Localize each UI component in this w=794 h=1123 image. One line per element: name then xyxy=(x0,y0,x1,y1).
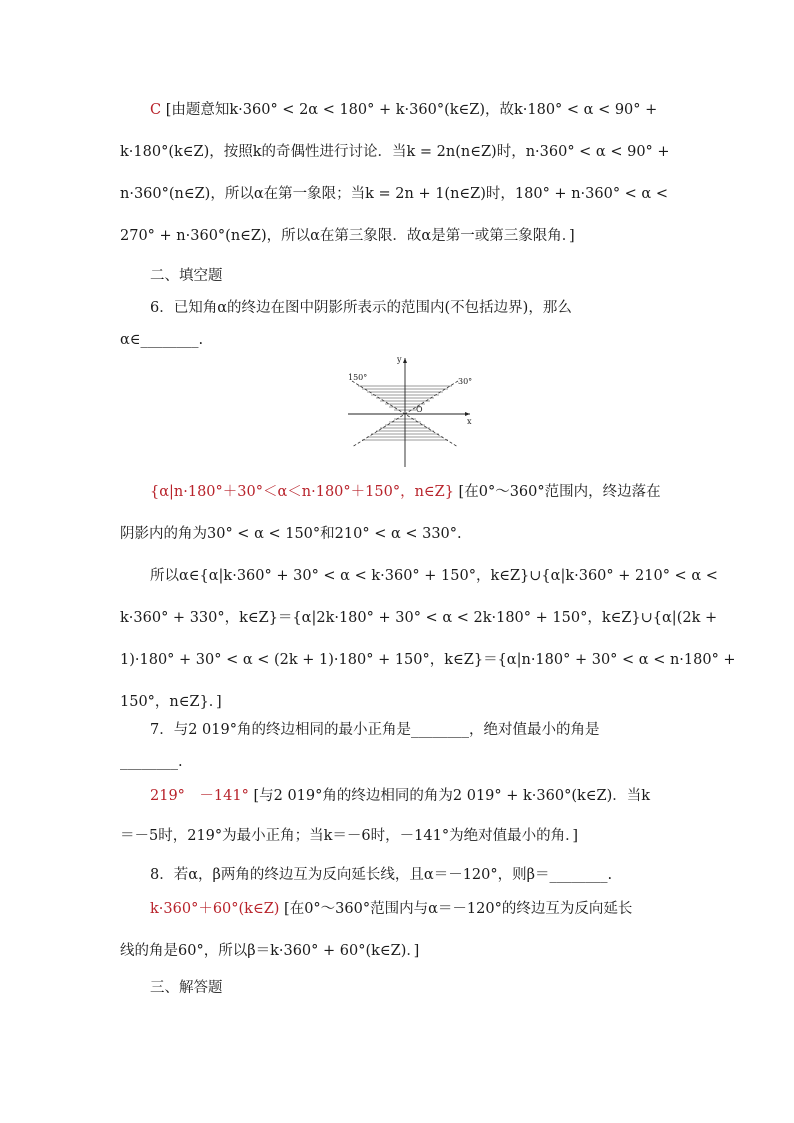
answer-8-line-2: 线的角是60°，所以β＝k·360° + 60°(k∈Z)．] xyxy=(120,943,420,959)
answer-6-line-1: {α|n·180°＋30°＜α＜n·180°＋150°，n∈Z} [在0°～360°范围内，终边落在 xyxy=(150,484,661,500)
answer-8-line-1: k·360°＋60°(k∈Z) [在0°～360°范围内与α＝－120°的终边互为反向延长 xyxy=(150,901,633,917)
answer-7-values: 219° －141° xyxy=(150,788,249,804)
answer-7-line-1: 219° －141° [与2 019°角的终边相同的角为2 019° + k·360°(k∈Z)．当k xyxy=(150,788,651,804)
answer-5-line-4: 270° + n·360°(n∈Z)，所以α在第三象限．故α是第一或第三象限角．] xyxy=(120,228,575,244)
answer-5-line-3: n·360°(n∈Z)，所以α在第一象限；当k = 2n + 1(n∈Z)时，180° + n·360° < α < xyxy=(120,186,668,202)
answer-5-line-2: k·180°(k∈Z)，按照k的奇偶性进行讨论．当k = 2n(n∈Z)时，n·360° < α < 90° + xyxy=(120,144,670,160)
answer-6-set: {α|n·180°＋30°＜α＜n·180°＋150°，n∈Z} xyxy=(150,484,454,500)
angle-150-label: 150° xyxy=(348,373,368,382)
answer-5-line-1: C [由题意知k·360° < 2α < 180° + k·360°(k∈Z)，故k·180° < α < 90° + xyxy=(150,102,658,118)
x-axis-label: x xyxy=(467,417,472,426)
y-axis-arrow xyxy=(403,358,407,363)
answer-7-line-2: ＝－5时，219°为最小正角；当k＝－6时，－141°为绝对值最小的角．] xyxy=(120,828,578,844)
section-heading-solutions: 三、解答题 xyxy=(150,980,223,996)
answer-6-line-3: 所以α∈{α|k·360° + 30° < α < k·360° + 150°，k∈Z}∪{α|k·360° + 210° < α < xyxy=(150,568,718,584)
question-7-line-2: ________. xyxy=(120,754,183,770)
y-axis-label: y xyxy=(397,355,402,364)
section-heading-fill-blank: 二、填空题 xyxy=(150,268,223,284)
answer-6-line-6: 150°，n∈Z}．] xyxy=(120,694,222,710)
angle-30-label: 30° xyxy=(458,377,473,386)
answer-5-choice: C xyxy=(150,102,162,118)
answer-6-line-5: 1)·180° + 30° < α < (2k + 1)·180° + 150°，k∈Z}＝{α|n·180° + 30° < α < n·180° + xyxy=(120,652,736,668)
angle-region-diagram xyxy=(340,352,480,470)
answer-8-value: k·360°＋60°(k∈Z) xyxy=(150,901,280,917)
question-8: 8．若α，β两角的终边互为反向延长线，且α＝－120°，则β＝________. xyxy=(150,867,613,883)
answer-6-line-2: 阴影内的角为30° < α < 150°和210° < α < 330°. xyxy=(120,526,462,542)
question-7-line-1: 7．与2 019°角的终边相同的最小正角是________，绝对值最小的角是 xyxy=(150,722,600,738)
answer-6-line-4: k·360° + 330°，k∈Z}＝{α|2k·180° + 30° < α < 2k·180° + 150°，k∈Z}∪{α|(2k + xyxy=(120,610,718,626)
question-6-line-2: α∈________. xyxy=(120,332,204,348)
x-axis-arrow xyxy=(465,412,470,416)
angle-region-figure xyxy=(340,352,480,470)
question-6-line-1: 6．已知角α的终边在图中阴影所表示的范围内(不包括边界)，那么 xyxy=(150,300,572,316)
origin-label: O xyxy=(416,405,423,414)
